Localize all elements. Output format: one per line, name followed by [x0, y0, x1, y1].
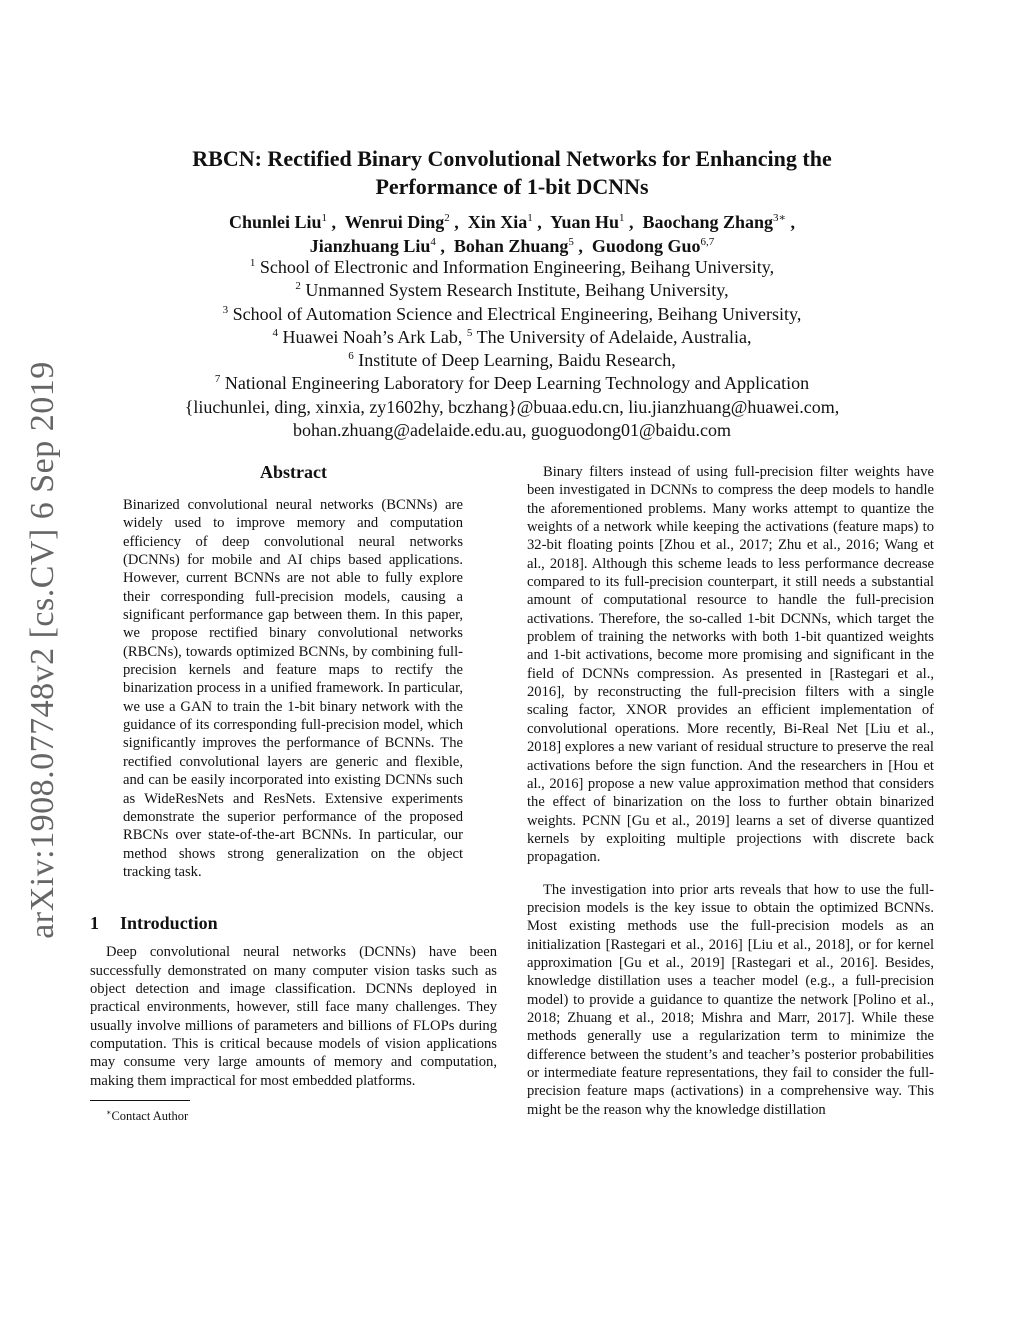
section-heading-introduction [90, 911, 497, 935]
affiliation-sup: 1 [249, 257, 256, 269]
affiliation-text: Institute of Deep Learning, Baidu Research, [358, 350, 676, 371]
affiliation-4-5 [90, 326, 934, 349]
affiliation-2 [90, 279, 934, 302]
affiliation-sup: 3 [222, 303, 229, 316]
paper-title [90, 145, 934, 201]
footnote-rule [90, 1100, 190, 1101]
author-name: Jianzhuang Liu [309, 236, 431, 256]
author-line-2: Jianzhuang Liu$^4$ , Bohan Zhuang$^5$ , Guodong Guo$^{6,7}$ [309, 236, 715, 256]
author-affil-sup: 4 [430, 236, 436, 248]
paper-title-line-2: Performance of 1-bit DCNNs [375, 174, 649, 199]
arxiv-stamp[interactable]: arXiv:1908.07748v2 [cs.CV] 6 Sep 2019 [24, 361, 61, 939]
author-list [90, 210, 934, 258]
author-affil-sup: 1 [527, 212, 533, 224]
author-affil-sup: 5 [568, 236, 574, 248]
abstract-heading: Abstract [260, 462, 327, 482]
author-affil-sup: 1 [618, 212, 625, 224]
right-paragraph-1: Binary filters instead of using full-precision filter weights have been investigated in DCNNs to compress the deep models to handle the aforementioned problems. Many works attempt to quantize the weights of a network while keeping the activations (feature maps) to 32-bit floating points [Zhou et al., 2017; Zhu et al., 2016; Wang et al., 2018]. Although this scheme leads to less performance decrease compared to its full-precision counterpart, it still needs a substantial amount of computational resource to handle the full-precision activations. Therefore, the so-called 1-bit DCNNs, which target the problem of training the networks with both 1-bit quantized weights and 1-bit activations, become more promising and significant in the field of DCNNs compression. As presented in [Rastegari et al., 2016], by reconstructing the full-precision filters with a single scaling factor, XNOR provides an efficient implementation of convolutional operations. More recently, Bi-Real Net [Liu et al., 2018] explores a new variant of residual structure to preserve the real activations before the sign function. And the researchers in [Hou et al., 2016] propose a new value approximation method that considers the effect of binarization on the loss to further obtain binarized weights. PCNN [Gu et al., 2019] learns a set of diverse quantized kernels by exploiting multiple projections with discrete back propagation. [527, 464, 934, 866]
email-list-1[interactable]: {liuchunlei, ding, xinxia, zy1602hy, bczhang}@buaa.edu.cn, liu.jianzhuang@huawei.com, [184, 396, 840, 417]
section-title: Introduction [120, 913, 218, 934]
footnote [90, 1105, 497, 1124]
author-name: Chunlei Liu [228, 212, 322, 232]
paper-title-line-1: RBCN: Rectified Binary Convolutional Networks for Enhancing the [192, 146, 832, 171]
author-name: Xin Xia [467, 212, 528, 232]
affiliation-3 [90, 303, 934, 326]
affiliation-text: National Engineering Laboratory for Deep Learning Technology and Application [224, 373, 810, 394]
author-affil-sup: 1 [321, 212, 328, 224]
abstract-body: Binarized convolutional neural networks (BCNNs) are widely used to improve memory and computation efficiency of deep convolutional neural networks (DCNNs) for mobile and AI chips based applications. However, current BCNNs are not able to fully explore their corresponding full-precision models, causing a significant performance gap between them. In this paper, we propose rectified binary convolutional networks (RBCNs), towards optimized BCNNs, by combining full-precision kernels and feature maps to rectify the binarization process in a unified framework. In particular, we use a GAN to train the 1-bit binary network with the guidance of its corresponding full-precision model, which significantly improves the performance of BCNNs. The rectified convolutional layers are generic and flexible, and can be easily incorporated into existing DCNNs such as WideResNets and ResNets. Extensive experiments demonstrate the superior performance of the proposed RBCNs over state-of-the-art BCNNs. In particular, our method shows strong generalization on the object tracking task. [123, 497, 463, 880]
affiliation-7 [90, 372, 934, 395]
affiliation-text: The University of Adelaide, Australia, [476, 326, 752, 347]
author-name: Yuan Hu [550, 212, 619, 232]
author-affil-sup: 2 [444, 212, 450, 224]
introduction-paragraph: Deep convolutional neural networks (DCNNs) have been successfully demonstrated on many computer vision tasks such as object detection and image classification. DCNNs deployed in practical environments, however, still face many challenges. They usually involve millions of parameters and billions of FLOPs during computation. This is critical because models of vision applications may consume very large amounts of memory and computation, making them impractical for most embedded platforms. [90, 944, 497, 1089]
affiliation-6 [90, 349, 934, 372]
author-affil-sup: 3∗ [773, 212, 787, 224]
author-name: Bohan Zhuang [453, 236, 569, 256]
affiliation-sup: 7 [214, 373, 221, 386]
author-name: Wenrui Ding [344, 212, 445, 232]
footnote-text: Contact Author [111, 1109, 189, 1124]
affiliation-sup: 2 [295, 280, 301, 293]
affiliation-text: Unmanned System Research Institute, Beihang University, [305, 280, 729, 301]
author-affil-sup: 6,7 [700, 236, 715, 248]
affiliation-sup: 4 [272, 326, 278, 339]
section-number: 1 [90, 913, 99, 934]
left-column [90, 460, 497, 1124]
author-name: Baochang Zhang [642, 212, 774, 232]
affiliation-sup: 6 [348, 350, 354, 363]
footnote-mark: ∗ [106, 1107, 112, 1117]
affiliation-text: Huawei Noah’s Ark Lab, [282, 326, 463, 347]
author-line-1: Chunlei Liu$^1$ , Wenrui Ding$^2$ , Xin Xia$^1$ , Yuan Hu$^1$ , Baochang Zhang$^{3∗}$ , [228, 212, 796, 232]
affiliation-text: School of Automation Science and Electrical Engineering, Beihang University, [232, 303, 802, 324]
affiliations [90, 256, 934, 442]
affiliation-text: School of Electronic and Information Engineering, Beihang University, [259, 257, 775, 277]
affiliation-sup: 5 [466, 326, 473, 339]
right-column [527, 463, 934, 1119]
affiliation-1 [90, 256, 934, 279]
email-list-2[interactable]: bohan.zhuang@adelaide.edu.au, guoguodong01@baidu.com [292, 420, 732, 441]
right-paragraph-2: The investigation into prior arts reveals that how to use the full-precision models is the key issue to obtain the optimized BCNNs. Most existing methods use the full-precision models as an initialization [Rastegari et al., 2016] [Liu et al., 2018], or for kernel approximation [Gu et al., 2019] [Rastegari et al., 2016]. Besides, knowledge distillation uses a teacher model (e.g., a full-precision model) to provide a guidance to quantize the network [Polino et al., 2018; Zhuang et al., 2018; Mishra and Marr, 2017]. While these methods generally use a regularization term to minimize the difference between the student’s and teacher’s posterior probabilities or intermediate feature representations, they fail to consider the full-precision feature maps (activations) in a comprehensive way. This might be the reason why the knowledge distillation [527, 881, 934, 1118]
author-name: Guodong Guo [591, 236, 701, 256]
